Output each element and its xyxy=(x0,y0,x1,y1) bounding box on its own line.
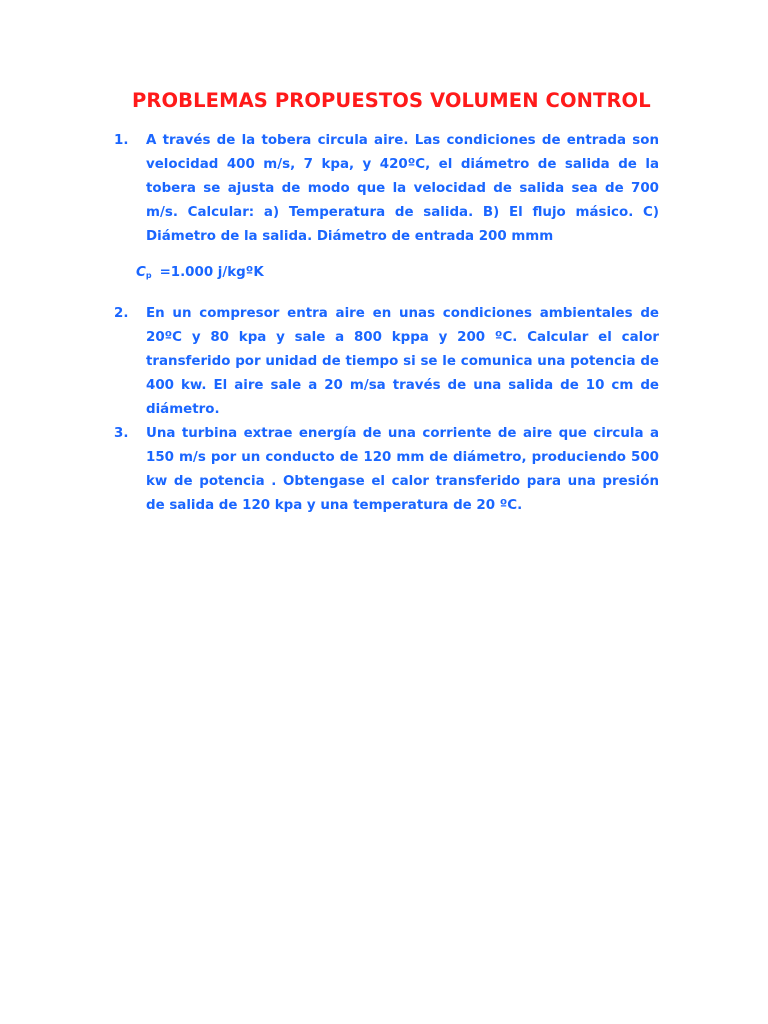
cp-symbol xyxy=(136,265,152,280)
specific-heat-note xyxy=(136,261,659,288)
document-title: PROBLEMAS PROPUESTOS VOLUMEN CONTROL xyxy=(132,89,651,112)
problem-text: Una turbina extrae energía de una corriente de aire que circula a 150 m/s por un conducto de 120 mm de diámetro, produciendo 500 kw de potencia . Obtengase el calor transferido para una presión de salida de 120 kpa y una temperatura de 20 ºC. xyxy=(146,426,659,513)
problem-text: En un compresor entra aire en unas condiciones ambientales de 20ºC y 80 kpa y sale a 800 kppa y 200 ºC. Calcular el calor transferido por unidad de tiempo si se le comunica una potencia de 400 kw. El aire sale a 20 m/sa través de una salida de 10 cm de diámetro. xyxy=(146,306,659,417)
cp-letter: C xyxy=(136,265,146,280)
problem-number: 2. xyxy=(114,306,129,321)
problem-item-1 xyxy=(114,129,659,249)
problem-number: 1. xyxy=(114,133,129,148)
problem-item-2 xyxy=(114,302,659,422)
cp-subscript: p xyxy=(145,271,152,280)
problem-text: A través de la tobera circula aire. Las condiciones de entrada son velocidad 400 m/s, 7 kpa, y 420ºC, el diámetro de salida de la tobera se ajusta de modo que la velocidad de salida sea de 700 m/s. Calcular: a) Temperatura de salida. B) El flujo másico. C) Diámetro de la salida. Diámetro de entrada 200 mmm xyxy=(146,133,659,244)
problem-item-3 xyxy=(114,422,659,518)
cp-value: =1.000 j/kgºK xyxy=(159,265,264,280)
problem-list xyxy=(114,129,659,518)
problem-number: 3. xyxy=(114,426,129,441)
